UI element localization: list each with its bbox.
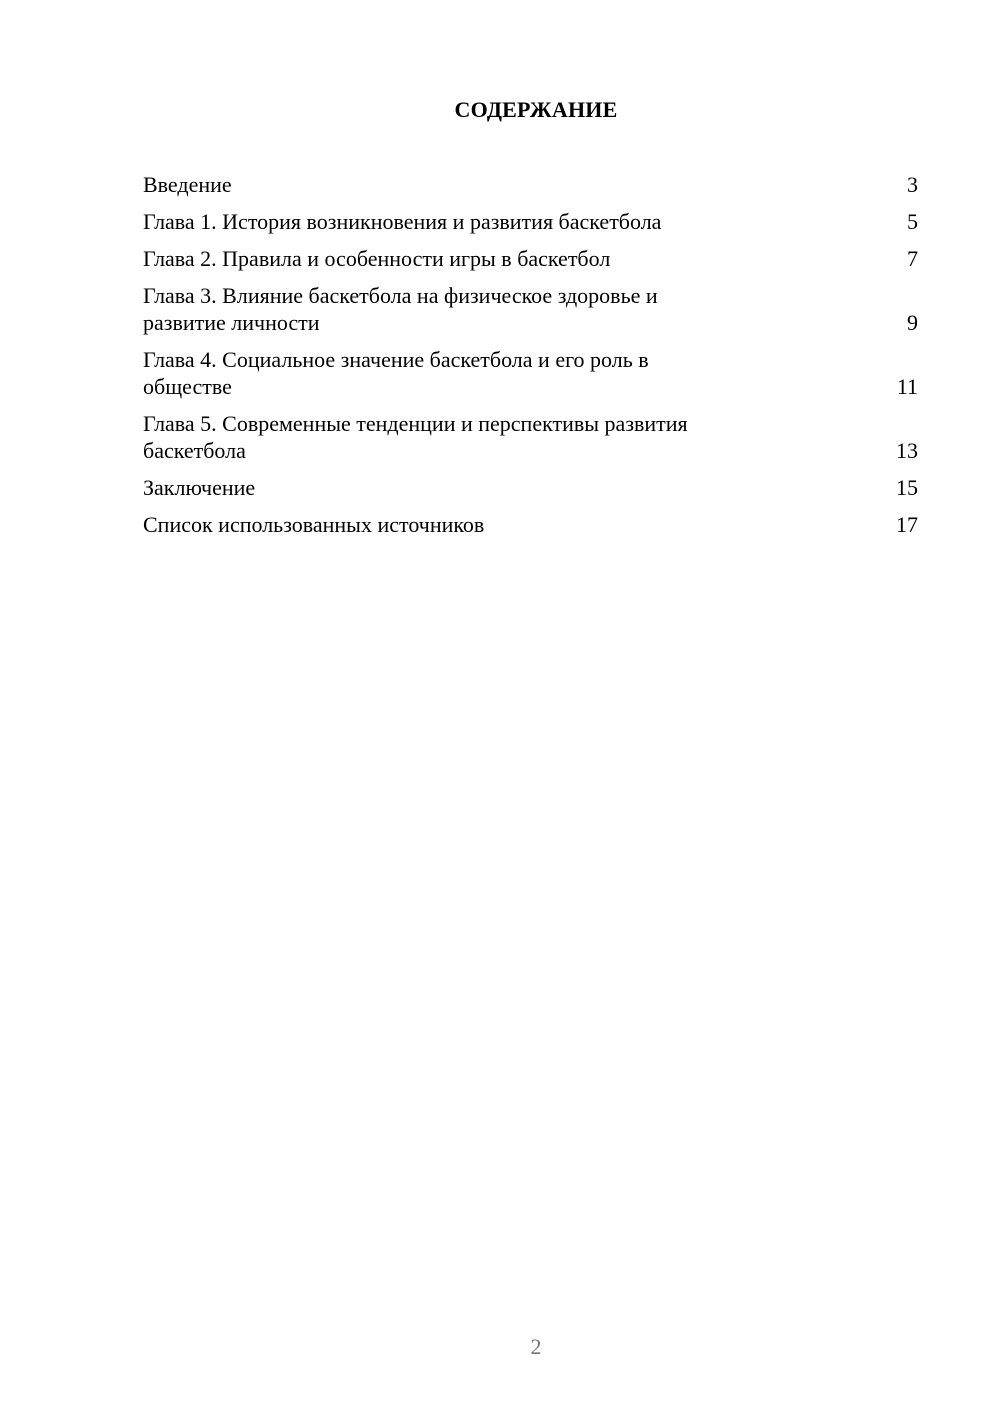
toc-entry-page: 15 xyxy=(896,475,918,500)
toc-entry-label: Заключение xyxy=(143,475,256,500)
toc-entry-page: 13 xyxy=(896,438,918,463)
toc-entry-label: Глава 3. Влияние баскетбола на физическое здоровье и развитие личности xyxy=(143,283,658,335)
toc-entry-introduction[interactable] xyxy=(143,171,918,198)
toc-entry-label: Глава 2. Правила и особенности игры в баскетбол xyxy=(143,246,611,271)
toc-entry-chapter-2[interactable] xyxy=(143,245,918,272)
toc-entry-page: 3 xyxy=(907,172,918,197)
toc-entry-references[interactable] xyxy=(143,511,918,538)
toc-entry-label: Глава 5. Современные тенденции и перспективы развития баскетбола xyxy=(143,411,688,463)
page-number: 2 xyxy=(530,1334,542,1359)
toc-entry-page: 7 xyxy=(907,246,918,271)
toc-entry-page: 11 xyxy=(896,374,918,399)
toc-entry-page: 5 xyxy=(907,209,918,234)
page-title: СОДЕРЖАНИЕ xyxy=(454,97,618,122)
toc-entry-chapter-1[interactable] xyxy=(143,208,918,235)
toc-entry-label: Глава 4. Социальное значение баскетбола и его роль в обществе xyxy=(143,347,649,399)
toc-entry-conclusion[interactable] xyxy=(143,474,918,501)
toc-entry-page: 9 xyxy=(907,310,918,335)
toc-entry-label: Введение xyxy=(143,172,232,197)
table-of-contents xyxy=(143,171,918,548)
toc-entry-label: Глава 1. История возникновения и развития баскетбола xyxy=(143,209,662,234)
toc-entry-chapter-5[interactable] xyxy=(143,410,918,464)
toc-entry-label: Список использованных источников xyxy=(143,512,485,537)
toc-entry-chapter-4[interactable] xyxy=(143,346,918,400)
toc-entry-page: 17 xyxy=(896,512,918,537)
toc-entry-chapter-3[interactable] xyxy=(143,282,918,336)
